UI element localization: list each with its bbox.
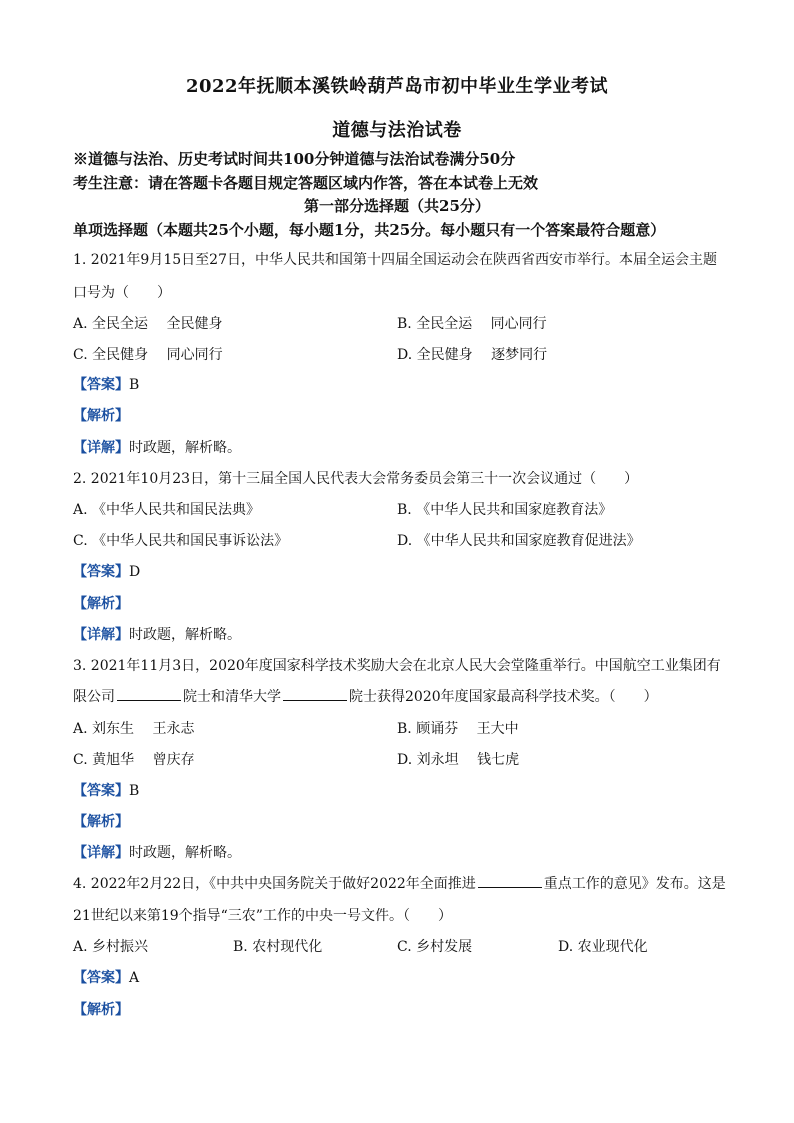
q3-option-d: D. 刘永坦 钱七虎 — [397, 752, 520, 768]
exam-time-note: ※道德与法治、历史考试时间共100分钟道德与法治试卷满分50分 — [73, 150, 516, 168]
detail-label: 【详解】 — [73, 440, 129, 456]
part-heading: 第一部分选择题（共25分） — [304, 197, 490, 215]
q3-stem-part: 院士和清华大学 — [183, 689, 281, 705]
exam-title: 2022年抚顺本溪铁岭葫芦岛市初中毕业生学业考试 — [185, 76, 609, 97]
q2-answer-value: D — [129, 564, 141, 580]
q2-option-a: A. 《中华人民共和国民法典》 — [73, 502, 261, 518]
fill-blank — [283, 686, 347, 701]
q2-analysis — [73, 593, 129, 613]
q1-option-d: D. 全民健身 逐梦同行 — [397, 347, 548, 363]
answer-label: 【答案】 — [73, 783, 129, 799]
q1-detail-text: 时政题，解析略。 — [129, 440, 241, 456]
q2-option-b: B. 《中华人民共和国家庭教育法》 — [397, 502, 613, 518]
q1-stem-line2: 口号为（ ） — [73, 285, 171, 301]
detail-label: 【详解】 — [73, 845, 129, 861]
q2-stem-line1: 2. 2021年10月23日，第十三届全国人民代表大会常务委员会第三十一次会议通过（ ） — [73, 471, 639, 487]
q1-answer — [73, 374, 139, 394]
fill-blank — [117, 686, 181, 701]
q1-option-c: C. 全民健身 同心同行 — [73, 347, 223, 363]
q3-option-b: B. 顾诵芬 王大中 — [397, 721, 519, 737]
analysis-label: 【解析】 — [73, 596, 129, 612]
analysis-label: 【解析】 — [73, 814, 129, 830]
answer-label: 【答案】 — [73, 377, 129, 393]
q4-option-a: A. 乡村振兴 — [73, 939, 149, 955]
q4-stem-line2: 21世纪以来第19个指导“三农”工作的中央一号文件。（ ） — [73, 908, 452, 924]
q4-analysis — [73, 999, 129, 1019]
q3-detail-text: 时政题，解析略。 — [129, 845, 241, 861]
q1-answer-value: B — [129, 377, 140, 393]
candidate-notice: 考生注意：请在答题卡各题目规定答题区域内作答，答在本试卷上无效 — [73, 174, 539, 192]
analysis-label: 【解析】 — [73, 408, 129, 424]
q4-answer-value: A — [129, 970, 140, 986]
q3-stem-line2 — [73, 686, 658, 706]
fill-blank — [478, 873, 542, 888]
q1-stem-line1: 1. 2021年9月15日至27日，中华人民共和国第十四届全国运动会在陕西省西安市举行。本届全运会主题 — [73, 252, 717, 268]
q3-detail — [73, 842, 241, 862]
q3-answer-value: B — [129, 783, 140, 799]
exam-subtitle: 道德与法治试卷 — [332, 120, 462, 141]
q1-option-a: A. 全民全运 全民健身 — [73, 316, 223, 332]
q4-stem-part: 4. 2022年2月22日，《中共中央国务院关于做好2022年全面推进 — [73, 876, 476, 892]
answer-label: 【答案】 — [73, 564, 129, 580]
q4-option-c: C. 乡村发展 — [397, 939, 473, 955]
q4-answer — [73, 967, 139, 987]
q3-option-c: C. 黄旭华 曾庆存 — [73, 752, 195, 768]
q2-option-d: D. 《中华人民共和国家庭教育促进法》 — [397, 533, 641, 549]
q1-detail — [73, 437, 241, 457]
q3-stem-line1: 3. 2021年11月3日，2020年度国家科学技术奖励大会在北京人民大会堂隆重举行。中国航空工业集团有 — [73, 658, 721, 674]
detail-label: 【详解】 — [73, 627, 129, 643]
q3-analysis — [73, 811, 129, 831]
analysis-label: 【解析】 — [73, 1002, 129, 1018]
q2-answer — [73, 561, 140, 581]
q3-stem-part: 限公司 — [73, 689, 115, 705]
q4-option-b: B. 农村现代化 — [233, 939, 323, 955]
q1-option-b: B. 全民全运 同心同行 — [397, 316, 547, 332]
q2-option-c: C. 《中华人民共和国民事诉讼法》 — [73, 533, 289, 549]
answer-label: 【答案】 — [73, 970, 129, 986]
q4-option-d: D. 农业现代化 — [558, 939, 648, 955]
section-heading: 单项选择题（本题共25个小题，每小题1分，共25分。每小题只有一个答案最符合题意） — [73, 221, 666, 239]
q3-option-a: A. 刘东生 王永志 — [73, 721, 195, 737]
q4-stem-part: 重点工作的意见》发布。这是 — [543, 876, 726, 892]
q3-answer — [73, 780, 139, 800]
q2-detail-text: 时政题，解析略。 — [129, 627, 241, 643]
q3-stem-part: 院士获得2020年度国家最高科学技术奖。（ ） — [349, 689, 658, 705]
q4-stem-line1 — [73, 873, 726, 893]
q1-analysis — [73, 405, 129, 425]
q2-detail — [73, 624, 241, 644]
